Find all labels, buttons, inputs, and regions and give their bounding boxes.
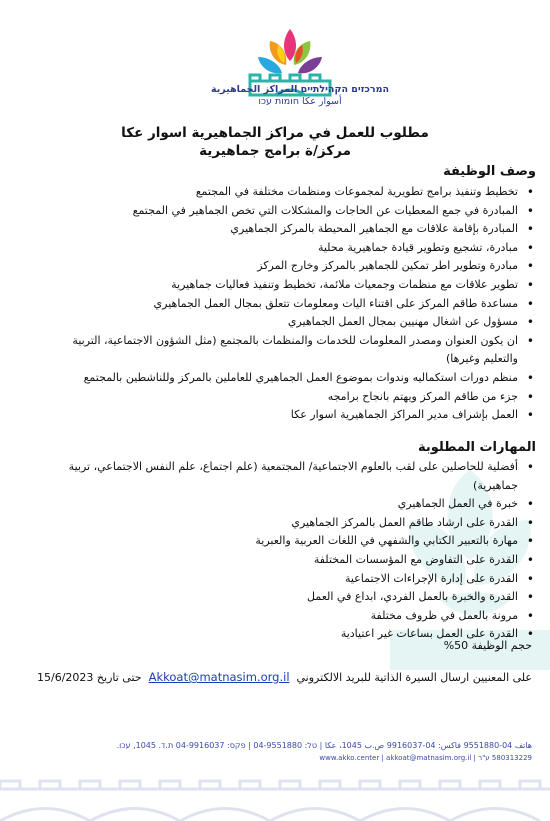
job-description-item: • مبادرة وتطوير اطر تمكين للجماهير بالمركز وخارج المركز <box>36 257 536 276</box>
required-skill-item: • مهارة بالتعبير الكتابي والشفهي في اللغات العربية والعبرية <box>36 532 536 551</box>
required-skill-item: • القدرة على التفاوض مع المؤسسات المختلفة <box>36 551 536 570</box>
job-description-item: • مبادرة، تشجيع وتطوير قيادة جماهيرية محلية <box>36 239 536 258</box>
logo-line-1: המרכזים הקהילתיים المراكز الجماهيرية <box>210 84 390 95</box>
required-skill-item: • القدرة على إدارة الإجراءات الاجتماعية <box>36 570 536 589</box>
required-skill-item: • خبرة في العمل الجماهيري <box>36 495 536 514</box>
job-description-item: • ان يكون العنوان ومصدر المعلومات للخدمات والمنظمات بالمجتمع (مثل الشؤون الاجتماعية، التربية والتعليم وغيرها) <box>36 332 536 369</box>
apply-text: على المعنيين ارسال السيرة الذاتية للبريد الالكتروني <box>296 671 532 684</box>
job-description-item: • المبادرة في جمع المعطيات عن الحاجات والمشكلات التي تخص الجماهير في المجتمع <box>36 202 536 221</box>
job-description-item: • المبادرة بإقامة علاقات مع الجماهير المحيطة بالمركز الجماهيري <box>36 220 536 239</box>
required-skill-item: • القدرة على ارشاد طاقم العمل بالمركز الجماهيري <box>36 514 536 533</box>
job-description-item: • مسؤول عن اشغال مهنيين بمجال العمل الجماهيري <box>36 313 536 332</box>
required-skill-item: • مرونة بالعمل في ظروف مختلفة <box>36 607 536 626</box>
footer-line-1: هاتف 04-9551880 فاكس: 04-9916037 ص.ب 1045، عكا | טל: 04-9551880 | פקס: 04-9916037 ת.ד. 1045, עכו. <box>116 741 532 750</box>
job-description-item: • جزء من طاقم المركز ويهتم بانجاح برامجه <box>36 388 536 407</box>
required-skills-list <box>36 458 536 644</box>
city-wall-decoration-icon <box>0 771 550 821</box>
title-line-1: مطلوب للعمل في مراكز الجماهيرية اسوار عكا <box>121 125 429 141</box>
job-description-list <box>36 183 536 425</box>
apply-deadline: حتى تاريخ 15/6/2023 <box>37 671 142 684</box>
required-skill-item: • القدرة على العمل بساعات غير اعتيادية <box>36 625 536 644</box>
required-skills-heading: المهارات المطلوبة <box>418 440 536 455</box>
logo-line-2: أسوار عكا חומות עכו <box>258 96 342 107</box>
required-skill-item: • القدرة والخبرة بالعمل الفردي، ابداع في العمل <box>36 588 536 607</box>
footer-line-2: 580313229 ע"ר | www.akko.center | akkoat@matnasim.org.il <box>319 754 532 762</box>
job-description-item: • تطوير علاقات مع منظمات وجمعيات ملائمة، تخطيط وتنفيذ فعاليات جماهيرية <box>36 276 536 295</box>
required-skill-item: • أفضلية للحاصلين على لقب بالعلوم الاجتماعية/ المجتمعية (علم اجتماع، علم النفس الاجتماعي، تربية جماهيرية) <box>36 458 536 495</box>
job-scope: حجم الوظيفة 50% <box>443 639 532 652</box>
page-title <box>0 124 550 160</box>
job-description-item: • مساعدة طاقم المركز على اقتناء اليات ومعلومات تتعلق بمجال العمل الجماهيري <box>36 295 536 314</box>
logo-caption <box>210 84 390 108</box>
job-description-heading: وصف الوظيفة <box>443 164 536 179</box>
job-description-item: • تخطيط وتنفيذ برامج تطويرية لمجموعات ومنظمات مختلفة في المجتمع <box>36 183 536 202</box>
title-line-2: مركز/ة برامج جماهيرية <box>199 143 351 159</box>
job-description-item: • منظم دورات استكماليه وندوات بموضوع العمل الجماهيري للعاملين بالمركز وللناشطين بالمجتمع <box>36 369 536 388</box>
apply-instructions <box>12 670 532 684</box>
apply-email-link[interactable]: Akkoat@matnasim.org.il <box>148 670 290 684</box>
job-description-item: • العمل بإشراف مدير المراكز الجماهيرية اسوار عكا <box>36 406 536 425</box>
